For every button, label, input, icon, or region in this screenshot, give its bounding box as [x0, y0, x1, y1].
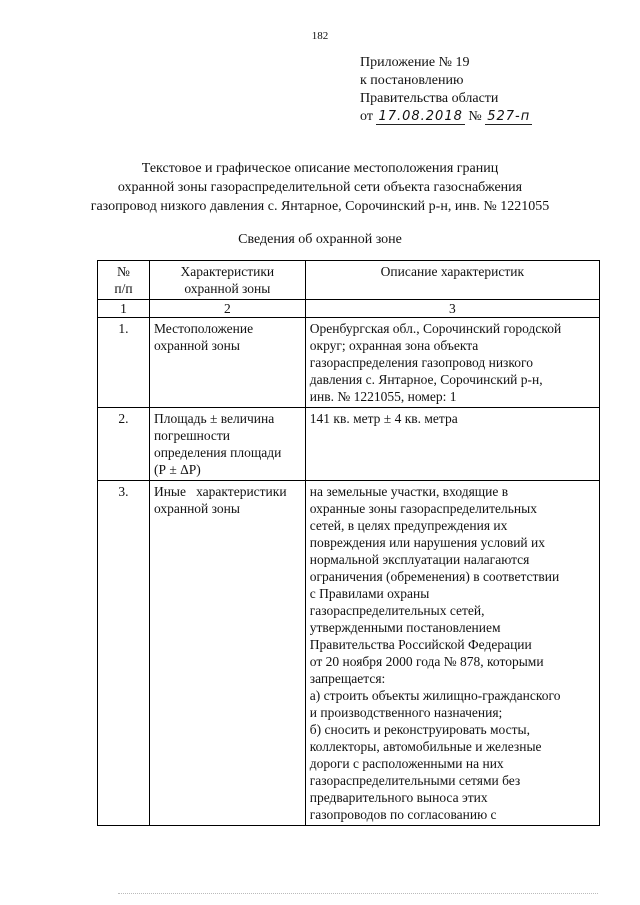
table-header-row: [98, 261, 600, 300]
footer-faint-line: [118, 893, 598, 896]
row-description: 141 кв. метр ± 4 кв. метра: [305, 408, 599, 481]
row-characteristic: Иные характеристики охранной зоны: [149, 481, 305, 826]
row-number: 1.: [98, 318, 150, 408]
number-label: №: [468, 109, 482, 124]
row-description: на земельные участки, входящие в охранные зоны газораспределительных сетей, в целях предупреждения их повреждения или нарушения условий их нормальной эксплуатации налагаются ограничения (обременения) в соответствии с Правилами охраны газораспределительных сетей, утвержденными постановлением Правительства Российской Федерации от 20 ноября 2000 года № 878, которыми запрещается: а) строить объекты жилищно-гражданского и производственного назначения; б) сносить и реконструировать мосты, коллекторы, автомобильные и железные дороги с расположенными на них газораспределительными сетями без предварительного выноса этих газопроводов по согласованию с: [305, 481, 599, 826]
table-row: [98, 408, 600, 481]
row-characteristic: Местоположение охранной зоны: [149, 318, 305, 408]
row-number: 2.: [98, 408, 150, 481]
header-cell-number: № п/п: [98, 261, 150, 300]
appendix-date-line: [360, 108, 532, 126]
numbering-cell: 3: [305, 300, 599, 318]
header-cell-description: Описание характеристик: [305, 261, 599, 300]
appendix-block: [360, 54, 532, 126]
section-subtitle: Сведения об охранной зоне: [238, 232, 402, 247]
title-line-2: охранной зоны газораспределительной сети объекта газоснабжения: [117, 180, 523, 195]
row-characteristic: Площадь ± величина погрешности определения площади (Р ± ΔР): [149, 408, 305, 481]
numbering-cell: 2: [149, 300, 305, 318]
page-number: 182: [311, 30, 329, 42]
numbering-cell: 1: [98, 300, 150, 318]
table-numbering-row: [98, 300, 600, 318]
appendix-line-1: Приложение № 19: [360, 55, 470, 70]
table-row: [98, 318, 600, 408]
handwritten-number: 527-п: [487, 109, 531, 124]
handwritten-date: 17.08.2018: [378, 109, 463, 124]
appendix-line-3: Правительства области: [360, 91, 499, 106]
header-cell-characteristics: Характеристики охранной зоны: [149, 261, 305, 300]
row-description: Оренбургская обл., Сорочинский городской округ; охранная зона объекта газораспределения газопровод низкого давления с. Янтарное, Сорочинский р-н, инв. № 1221055, номер: 1: [305, 318, 599, 408]
title-line-1: Текстовое и графическое описание местоположения границ: [141, 161, 499, 176]
row-number: 3.: [98, 481, 150, 826]
from-label: от: [360, 109, 373, 124]
document-title: [0, 159, 640, 216]
title-line-3: газопровод низкого давления с. Янтарное, Сорочинский р-н, инв. № 1221055: [90, 199, 550, 214]
appendix-line-2: к постановлению: [360, 73, 464, 88]
table-row: [98, 481, 600, 826]
protection-zone-table: [97, 260, 600, 826]
